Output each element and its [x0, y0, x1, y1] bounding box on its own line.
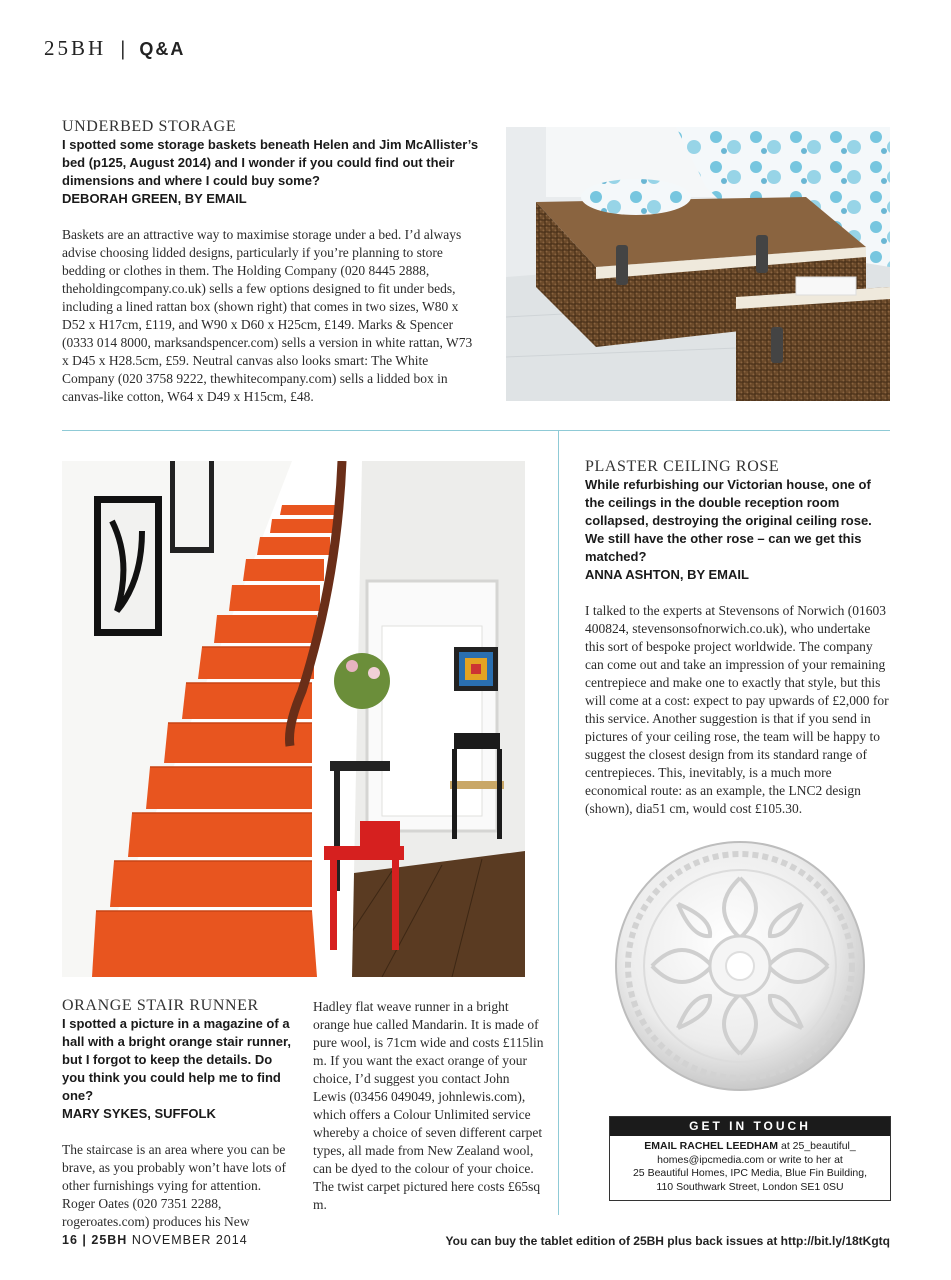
contact-line3: 25 Beautiful Homes, IPC Media, Blue Fin Building,: [632, 1167, 868, 1179]
masthead-section: Q&A: [139, 39, 186, 59]
stairs-photo: [62, 461, 525, 977]
footer-brand: 25BH: [91, 1233, 128, 1247]
get-in-touch-box: [609, 1116, 891, 1201]
ceiling-rose-photo: [612, 838, 868, 1094]
plaster-heading: PLASTER CEILING ROSE: [585, 458, 780, 475]
underbed-answer: Baskets are an attractive way to maximise storage under a bed. I’d always advise choosing lidded designs, particularly if you’re planning to store bedding or clothes in them. The Holding Company (020 8445 2888, theholdingcompany.co.uk) sells a few options designed to fit under beds, including a lined rattan box (shown right) that comes in two sizes, W80 x D52 x H17cm, £119, and W90 x D60 x H25cm, £149. Marks & Spencer (0333 014 8000, marksandspencer.com) sells a version in white rattan, W73 x D45 x H28.5cm, £59. Neutral canvas also looks smart: The White Company (020 3758 9222, thewhitecompany.com) sells a lidded box in canvas-like cotton, W64 x D49 x H15cm, £48.: [62, 227, 473, 404]
footer-issue: NOVEMBER 2014: [131, 1233, 248, 1247]
masthead-divider: |: [120, 36, 126, 60]
stair-article-col2: [313, 998, 545, 1214]
footer-folio: [62, 1233, 248, 1247]
underbed-question: I spotted some storage baskets beneath Helen and Jim McAllister’s bed (p125, August 2014) and I wonder if you could find out their dimensions and where I could buy some?: [62, 137, 479, 188]
underbed-heading: UNDERBED STORAGE: [62, 118, 237, 135]
contact-line2[interactable]: homes@ipcmedia.com or write to her at: [657, 1153, 843, 1166]
underbed-byline: DEBORAH GREEN, BY EMAIL: [62, 191, 247, 206]
contact-name: EMAIL RACHEL LEEDHAM: [644, 1140, 779, 1152]
footer-promo[interactable]: You can buy the tablet edition of 25BH plus back issues at http://bit.ly/18tKgtq: [445, 1234, 890, 1248]
basket-photo: [506, 127, 890, 401]
masthead-brand: 25BH: [44, 36, 107, 60]
stair-article-col1: [62, 997, 296, 1231]
stair-byline: MARY SYKES, SUFFOLK: [62, 1106, 216, 1121]
stair-heading: ORANGE STAIR RUNNER: [62, 997, 259, 1014]
page-number: 16: [62, 1233, 78, 1247]
stair-question: I spotted a picture in a magazine of a hall with a bright orange stair runner, but I forgot to keep the details. Do you think you could help me to find one?: [62, 1016, 291, 1103]
masthead: [44, 36, 185, 61]
contact-line4: 110 Southwark Street, London SE1 0SU: [656, 1180, 844, 1193]
stair-answer-col2: Hadley flat weave runner in a bright orange hue called Mandarin. It is made of pure wool, is 71cm wide and costs £115lin m. If you want the exact orange of your choice, I’d suggest you contact John Lewis (03456 049049, johnlewis.com), which offers a Colour Unlimited service whereby a choice of seven different carpet types, all made from New Zealand wool, can be dyed to the colour of your choice. The twist carpet pictured here costs £65sq m.: [313, 999, 544, 1212]
basket-photo-illustration: [506, 127, 890, 401]
footer-divider: |: [82, 1233, 87, 1247]
horizontal-divider: [62, 430, 890, 431]
contact-line1[interactable]: at 25_beautiful_: [778, 1140, 856, 1152]
stairs-photo-illustration: [62, 461, 525, 977]
plaster-article: [585, 458, 890, 818]
plaster-answer: I talked to the experts at Stevensons of Norwich (01603 400824, stevensonsofnorwich.co.uk), who undertake this sort of bespoke project worldwide. The company can come out and take an impression of your remaining centrepiece and make one to exactly that style, but this will come at a cost: expect to pay upwards of £2,000 for this service. Another suggestion is that if you send in pictures of your ceiling rose, the team will be happy to suggest the closest design from its standard range of centrepieces. This, inevitably, is a much more economical route: as an example, the LNC2 design (shown), dia51 cm, would cost £105.30.: [585, 603, 889, 816]
vertical-divider: [558, 430, 559, 1215]
underbed-article: [62, 118, 482, 406]
stair-answer-col1: The staircase is an area where you can be brave, as you probably won’t have lots of other furnishings vying for attention. Roger Oates (020 7351 2288, rogeroates.com) produces his New: [62, 1142, 286, 1229]
plaster-question: While refurbishing our Victorian house, one of the ceilings in the double reception room collapsed, destroying the original ceiling rose. We still have the other rose – can we get this matched?: [585, 477, 872, 564]
plaster-byline: ANNA ASHTON, BY EMAIL: [585, 567, 749, 582]
get-in-touch-body: [610, 1136, 890, 1200]
get-in-touch-title: GET IN TOUCH: [610, 1117, 890, 1136]
ceiling-rose-illustration: [612, 838, 868, 1094]
